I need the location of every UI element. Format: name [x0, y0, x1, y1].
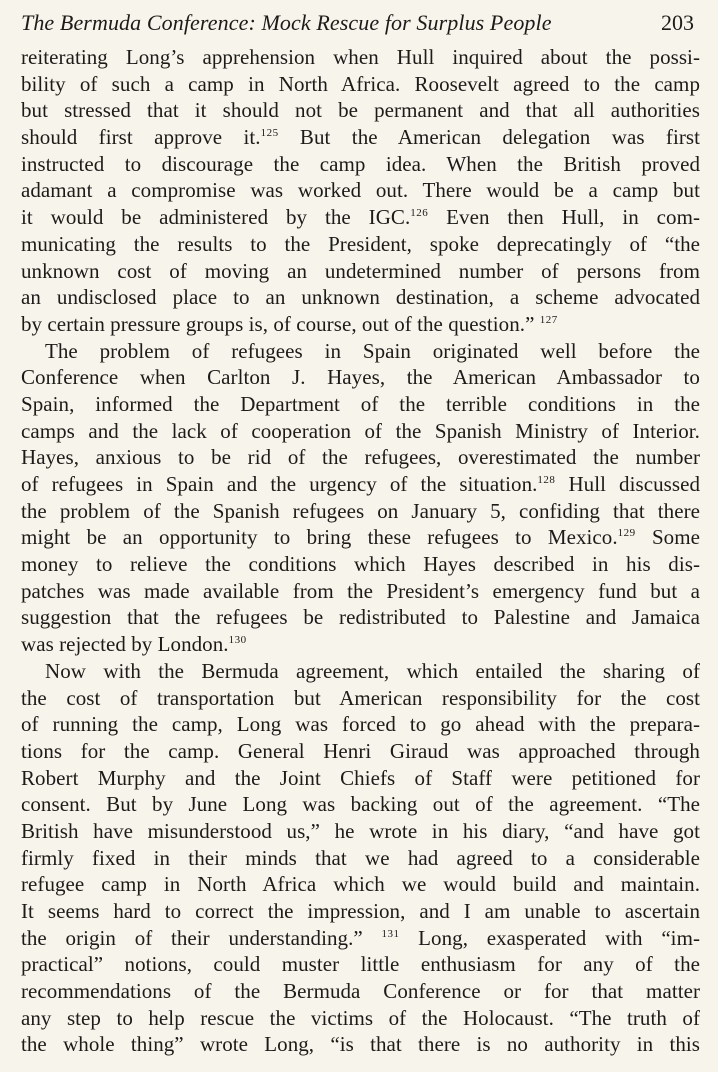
line-text: British have misunderstood us,” he wrote in his diary, “and have got: [21, 818, 700, 843]
line-text-after-note: Some: [635, 525, 700, 550]
line-text: Spain, informed the Department of the terrible conditions in the: [21, 391, 700, 416]
line-text: unknown cost of moving an undetermined number of persons from: [21, 258, 700, 283]
text-line: [21, 151, 700, 178]
text-line: [21, 44, 700, 71]
line-text: suggestion that the refugees be redistributed to Palestine and Jamaica: [21, 605, 700, 630]
line-text: should first approve it.: [21, 125, 261, 150]
text-line: [21, 284, 700, 311]
line-text: of running the camp, Long was forced to go ahead with the prepara-: [21, 712, 700, 737]
footnote-marker: 129: [617, 527, 636, 540]
line-text: but stressed that it should not be permanent and that all authorities: [21, 98, 700, 123]
text-line: [21, 338, 700, 365]
line-text: any step to help rescue the victims of the Holocaust. “The truth of: [21, 1005, 700, 1030]
text-line: [21, 418, 700, 445]
running-title: The Bermuda Conference: Mock Rescue for Surplus People: [21, 10, 552, 35]
line-text: Hayes, anxious to be rid of the refugees, overestimated the number: [21, 445, 700, 470]
text-line: [21, 791, 700, 818]
text-line: [21, 204, 700, 231]
line-text: It seems hard to correct the impression, and I am unable to ascertain: [21, 899, 700, 923]
footnote-marker: 125: [260, 127, 279, 140]
line-text: practical” notions, could muster little enthusiasm for any of the: [21, 952, 700, 977]
line-text-after-note: Even then Hull, in com-: [428, 205, 701, 230]
running-head: [21, 6, 700, 40]
footnote-marker: 128: [537, 474, 556, 486]
text-line: [21, 1005, 700, 1032]
text-line: [21, 658, 700, 685]
text-line: [21, 685, 700, 712]
text-line: [21, 631, 700, 658]
line-text: of refugees in Spain and the urgency of the situation.: [21, 472, 538, 496]
line-text: money to relieve the conditions which Hayes described in his dis-: [21, 552, 700, 577]
line-text: the problem of the Spanish refugees on January 5, confiding that there: [21, 498, 700, 523]
line-text-after-note: Hull discussed: [555, 472, 700, 496]
line-text: refugee camp in North Africa which we would build and maintain.: [21, 872, 700, 897]
line-text: instructed to discourage the camp idea. When the British proved: [21, 151, 700, 176]
line-text: patches was made available from the President’s emergency fund but a: [21, 578, 700, 603]
footnote-marker: 126: [410, 207, 429, 220]
line-text: by certain pressure groups is, of course, out of the question.”: [21, 311, 540, 336]
text-line: [21, 177, 700, 204]
text-line: [21, 444, 700, 471]
text-line: [21, 1031, 700, 1058]
body-text: [21, 44, 700, 1058]
line-text: The problem of refugees in Spain originated well before the: [45, 338, 700, 363]
text-line: [21, 498, 700, 525]
text-line: [21, 978, 700, 1005]
text-line: [21, 311, 700, 338]
text-line: [21, 258, 700, 285]
text-line: [21, 578, 700, 605]
line-text: tions for the camp. General Henri Giraud was approached through: [21, 738, 700, 763]
text-line: [21, 765, 700, 792]
text-line: [21, 231, 700, 258]
text-line: [21, 524, 700, 551]
line-text: the whole thing” wrote Long, “is that there is no authority in this: [21, 1032, 700, 1057]
line-text: bility of such a camp in North Africa. Roosevelt agreed to the camp: [21, 71, 700, 96]
text-line: [21, 711, 700, 738]
line-text: Now with the Bermuda agreement, which entailed the sharing of: [45, 658, 700, 683]
page-number: 203: [661, 10, 694, 35]
text-line: [21, 845, 700, 872]
text-line: [21, 471, 700, 498]
line-text: an undisclosed place to an unknown destination, a scheme advocated: [21, 285, 700, 310]
text-line: [21, 391, 700, 418]
line-text: the origin of their understanding.”: [21, 925, 382, 950]
text-line: [21, 738, 700, 765]
text-line: [21, 871, 700, 898]
line-text: was rejected by London.: [21, 632, 229, 657]
text-line: [21, 951, 700, 978]
footnote-marker: 130: [228, 634, 247, 647]
line-text: the cost of transportation but American responsibility for the cost: [21, 685, 700, 710]
line-text: reiterating Long’s apprehension when Hull inquired about the possi-: [21, 45, 700, 69]
line-text: adamant a compromise was worked out. There would be a camp but: [21, 178, 700, 203]
footnote-marker: 127: [539, 313, 558, 326]
line-text: it would be administered by the IGC.: [21, 205, 411, 230]
text-line: [21, 604, 700, 631]
line-text-after-note: Long, exasperated with “im-: [399, 925, 700, 950]
line-text: consent. But by June Long was backing out of the agreement. “The: [21, 792, 700, 817]
text-line: [21, 71, 700, 98]
text-line: [21, 925, 700, 952]
text-line: [21, 364, 700, 391]
line-text: Robert Murphy and the Joint Chiefs of Staff were petitioned for: [21, 765, 700, 790]
text-line: [21, 551, 700, 578]
line-text: Conference when Carlton J. Hayes, the American Ambassador to: [21, 365, 700, 390]
text-line: [21, 97, 700, 124]
line-text: municating the results to the President, spoke deprecatingly of “the: [21, 231, 700, 256]
text-line: [21, 818, 700, 845]
line-text-after-note: But the American delegation was first: [278, 125, 700, 150]
line-text: camps and the lack of cooperation of the Spanish Ministry of Interior.: [21, 418, 700, 443]
text-line: [21, 124, 700, 151]
line-text: might be an opportunity to bring these refugees to Mexico.: [21, 525, 618, 550]
text-line: [21, 898, 700, 925]
line-text: recommendations of the Bermuda Conference or for that matter: [21, 979, 700, 1004]
footnote-marker: 131: [381, 927, 400, 940]
line-text: firmly fixed in their minds that we had agreed to a considerable: [21, 845, 700, 870]
